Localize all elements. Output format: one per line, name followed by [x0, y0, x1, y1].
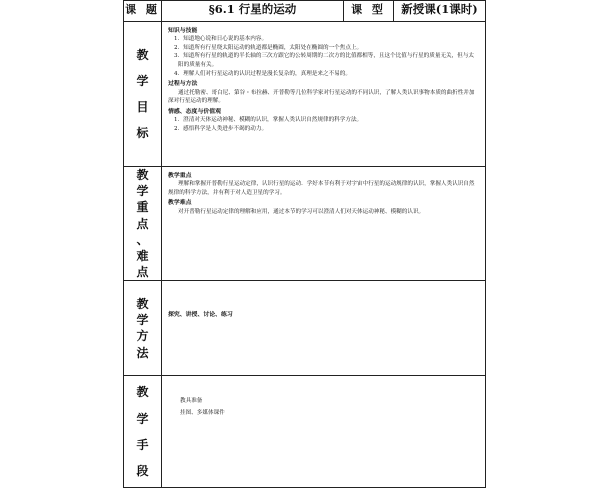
type-label: 课 型	[344, 1, 394, 22]
topic-label: 课 题	[124, 1, 162, 22]
key-points-row	[124, 167, 486, 281]
attitude-item: 2．感悟科学是人类进步不竭的动力。	[174, 125, 268, 132]
key-label-char: 学	[136, 184, 149, 199]
goals-label-char: 教	[136, 47, 149, 62]
means-label-char: 教	[136, 385, 149, 400]
knowledge-item: 1．知道地心说和日心说的基本内容。	[174, 36, 268, 43]
key-label-char: 教	[136, 168, 149, 182]
goals-label-char: 学	[136, 73, 149, 88]
means-line: 挂图、多媒体课件	[180, 410, 225, 417]
key-label-char: 重	[136, 200, 149, 215]
lesson-plan-sheet	[123, 0, 485, 478]
focus-title: 教学重点	[168, 172, 192, 179]
goals-row	[124, 22, 486, 167]
type-value: 新授课(1课时)	[394, 1, 486, 22]
method-label-char: 学	[136, 313, 149, 328]
attitude-item: 1．澄清对天体运动神秘、模糊的认识，掌握人类认识自然规律的科学方法。	[174, 117, 363, 124]
knowledge-item: 2．知道所有行星绕太阳运动的轨道都是椭圆，太阳处在椭圆的一个焦点上。	[174, 44, 363, 51]
means-label-char: 学	[136, 411, 149, 426]
key-label-char: 点	[136, 265, 149, 280]
key-points-label	[124, 167, 162, 281]
means-line: 教具准备	[180, 398, 203, 405]
knowledge-item: 4．理解人们对行星运动的认识过程是漫长复杂的，真理是来之不易的。	[174, 70, 351, 77]
goals-content	[162, 22, 486, 167]
lesson-plan-table	[123, 0, 486, 488]
method-label-char: 方	[136, 329, 149, 344]
difficulty-title: 教学难点	[168, 199, 192, 207]
method-text: 探究、讲授、讨论、练习	[168, 311, 233, 319]
method-label	[124, 281, 162, 376]
key-points-content	[162, 167, 486, 281]
method-label-char: 法	[136, 345, 149, 360]
goals-label-char: 标	[136, 126, 149, 141]
process-text: 通过托勒密、哥白尼、第谷・布拉赫、开普勒等几位科学家对行星运动的不同认识，了解人类认识事物本质的曲折性并加深对行星运动的理解。	[168, 89, 475, 105]
focus-text: 理解和掌握开普勒行星运动定律，认识行星的运动．学好本节有利于对宇宙中行星的运动规律的认识，掌握人类认识自然规律的科学方法，并有利于对人造卫星的学习。	[168, 181, 475, 196]
goals-label	[124, 22, 162, 167]
topic-value: §6.1 行星的运动	[162, 1, 344, 22]
method-content	[162, 281, 486, 376]
difficulty-text: 对开普勒行星运动定律的理解和应用，通过本节的学习可以澄清人们对天体运动神秘、模糊的认识。	[178, 208, 425, 215]
means-row	[124, 376, 486, 488]
key-label-char: 、	[136, 232, 149, 247]
means-label-char: 段	[136, 464, 149, 478]
header-row	[124, 1, 486, 22]
means-content	[162, 376, 486, 488]
means-label-char: 手	[136, 437, 149, 452]
method-label-char: 教	[136, 296, 149, 311]
key-label-char: 难	[136, 248, 149, 263]
key-label-char: 点	[136, 216, 149, 231]
process-title: 过程与方法	[168, 80, 198, 88]
goals-label-char: 目	[136, 100, 149, 114]
method-row	[124, 281, 486, 376]
knowledge-item: 3．知道所有行星的轨道的半长轴的三次方跟它的公转周期的二次方的比值都相等，且这个比值与行星的质量无关，但与太阳的质量有关。	[174, 53, 475, 69]
attitude-title: 情感、态度与价值观	[168, 107, 222, 115]
means-label	[124, 376, 162, 488]
knowledge-title: 知识与技能	[168, 27, 198, 34]
